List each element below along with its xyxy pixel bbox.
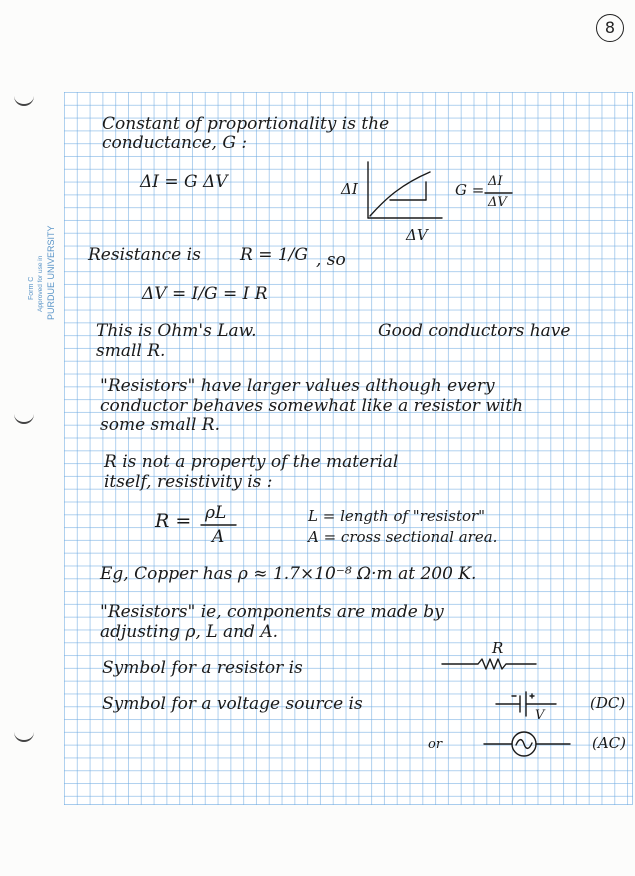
- binder-hole-mark: [14, 92, 34, 106]
- voltage-label: V: [535, 708, 545, 723]
- graph-x-label: ΔV: [406, 226, 428, 244]
- graph-frac-den: ΔV: [488, 195, 507, 210]
- text-line: "Resistors" ie, components are made by: [100, 602, 444, 622]
- binder-hole-mark: [14, 410, 34, 424]
- graph-frac-num: ΔI: [488, 174, 503, 189]
- paper-margin-print: [28, 200, 58, 350]
- definition-length: L = length of "resistor": [308, 507, 486, 525]
- resistor-label: R: [492, 639, 504, 657]
- text-line: This is Ohm's Law.: [96, 321, 257, 341]
- resistance-formula-den: A: [212, 527, 225, 547]
- text-line: Symbol for a resistor is: [102, 658, 303, 678]
- binder-hole-mark: [14, 728, 34, 742]
- graph-g-label: G =: [455, 181, 485, 199]
- text-line: Constant of proportionality is the: [102, 114, 390, 134]
- text-line: Resistance is: [88, 245, 201, 265]
- text-line: R is not a property of the material: [104, 452, 399, 472]
- resistance-formula-num: ρL: [205, 503, 227, 523]
- graph-curve: [370, 172, 430, 216]
- form-label: Form C: [28, 276, 35, 300]
- text-line: small R.: [96, 341, 166, 361]
- text-line: conductance, G :: [102, 133, 248, 153]
- graph-y-label: ΔI: [341, 180, 358, 198]
- text-line: , so: [316, 250, 346, 270]
- text-line: adjusting ρ, L and A.: [100, 622, 279, 642]
- resistor-symbol-icon: [440, 656, 540, 672]
- ac-source-symbol-icon: [482, 728, 574, 758]
- text-line: "Resistors" have larger values although every: [100, 376, 495, 396]
- text-line: conductor behaves somewhat like a resistor with: [100, 396, 524, 416]
- page-number: 8: [596, 14, 624, 42]
- dc-label: (DC): [590, 694, 626, 712]
- equation-conductance: ΔI = G ΔV: [140, 172, 228, 192]
- ac-label: (AC): [592, 734, 627, 752]
- or-label: or: [428, 737, 443, 752]
- text-line: Good conductors have: [378, 321, 571, 341]
- text-line: itself, resistivity is :: [104, 472, 273, 492]
- equation-resistance: R = 1/G: [240, 245, 308, 265]
- university-label: PURDUE UNIVERSITY: [46, 225, 56, 320]
- text-line: some small R.: [100, 415, 221, 435]
- iv-graph: [360, 160, 450, 222]
- equation-ohm: ΔV = I/G = I R: [142, 284, 268, 304]
- resistance-formula-lhs: R =: [155, 510, 192, 532]
- definition-area: A = cross sectional area.: [308, 528, 498, 546]
- text-line: Eg, Copper has ρ ≈ 1.7×10⁻⁸ Ω·m at 200 K.: [100, 564, 477, 584]
- approved-label: Approved for use in: [37, 255, 44, 312]
- dc-source-symbol-icon: [494, 692, 564, 723]
- text-line: Symbol for a voltage source is: [102, 694, 363, 714]
